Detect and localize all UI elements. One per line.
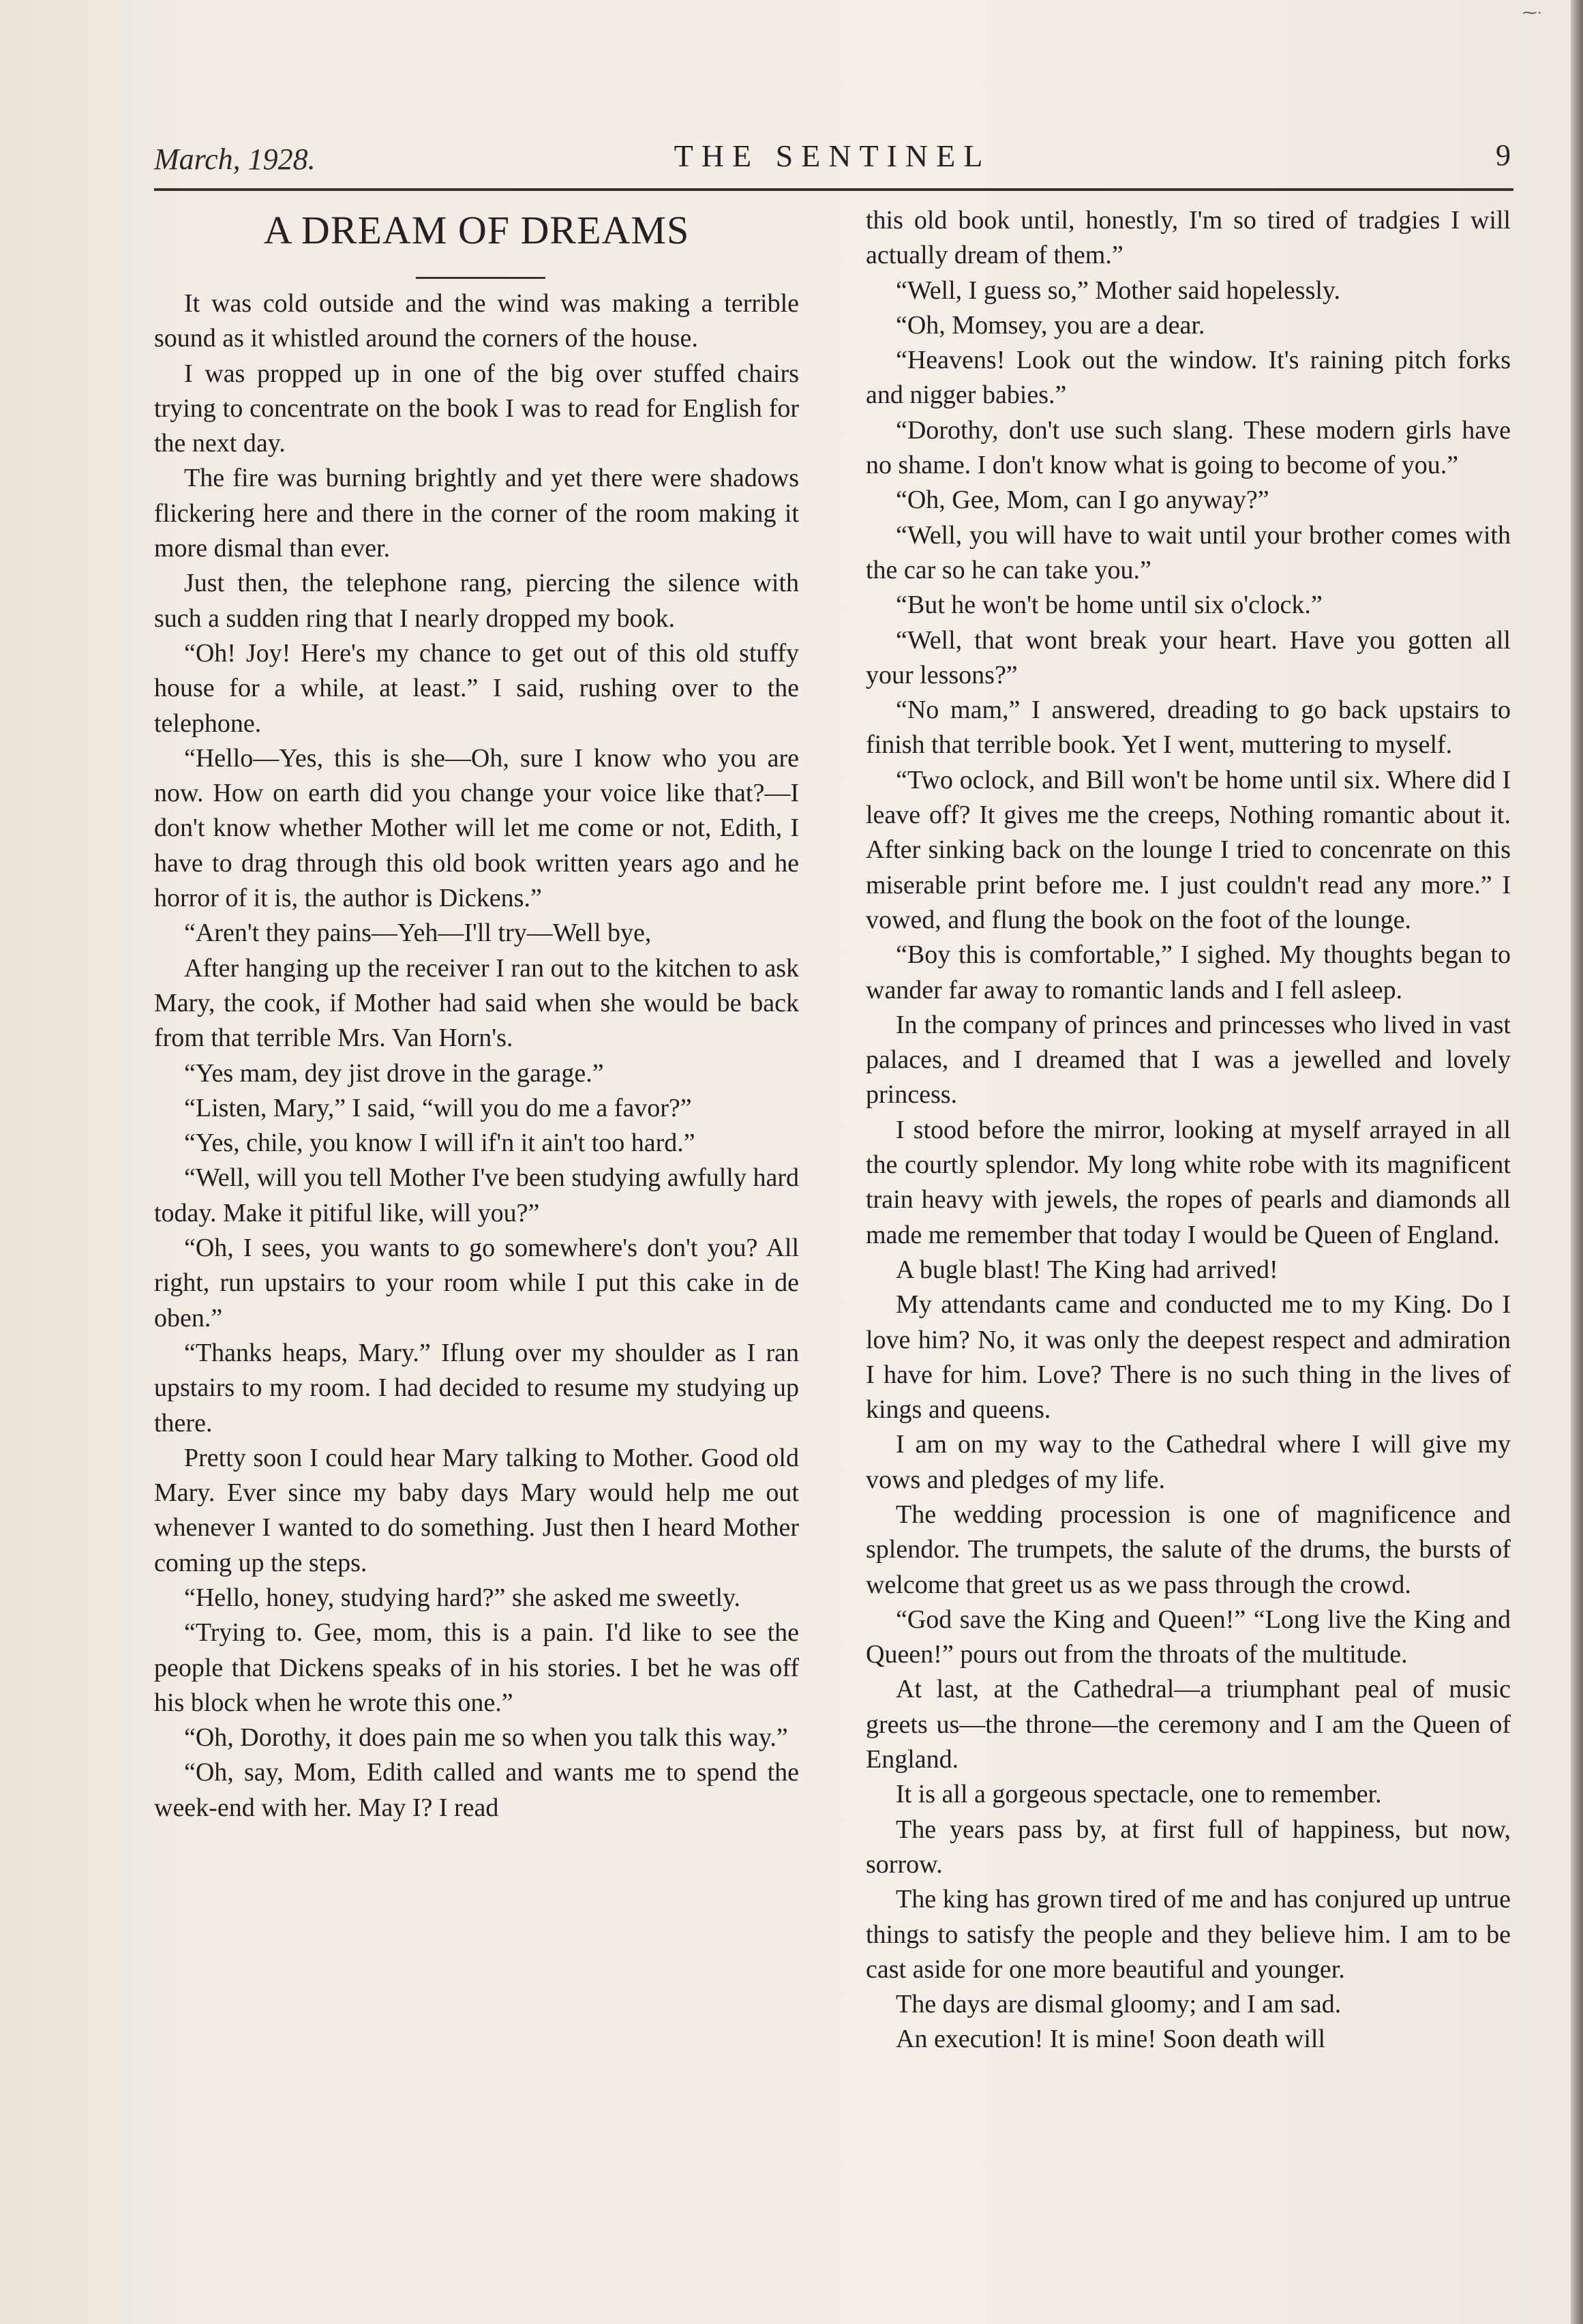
paragraph: “Two oclock, and Bill won't be home until six. Where did I leave off? It gives me the creeps, Nothing romantic about it. After sinking back on the lounge I tried to concenrate on this miserable print before me. I just couldn't read any more.” I vowed, and flung the book on the foot of the lounge. — [866, 765, 1511, 934]
publication-title: THE SENTINEL — [674, 138, 991, 173]
paragraph: “Aren't they pains—Yeh—I'll try—Well bye, — [184, 919, 652, 948]
page-edge-shadow — [1571, 0, 1583, 2324]
paragraph: “Hello—Yes, this is she—Oh, sure I know who you are now. How on earth did you change your voice like that?—I don't know whether Mother will let me come or not, Edith, I have to drag through this old book written years ago and he horror of it is, the author is Dickens.” — [154, 743, 799, 913]
paragraph: “Oh, Gee, Mom, can I go anyway?” — [896, 486, 1269, 515]
paragraph: “But he won't be home until six o'clock.” — [896, 591, 1323, 620]
paragraph: My attendants came and conducted me to my King. Do I love him? No, it was only the deepest respect and admiration I have for him. Love? There is no such thing in the lives of kings and queens. — [866, 1290, 1511, 1425]
paragraph: The king has grown tired of me and has conjured up untrue things to satisfy the people and they believe him. I am to be cast aside for one more beautiful and younger. — [866, 1885, 1511, 1984]
paragraph: “Oh! Joy! Here's my chance to get out of this old stuffy house for a while, at least.” I said, rushing over to the telephone. — [154, 638, 799, 738]
issue-date: March, 1928. — [154, 143, 316, 176]
paragraph: this old book until, honestly, I'm so tired of tradgies I will actually dream of them.” — [866, 206, 1511, 270]
paragraph: “Well, that wont break your heart. Have you gotten all your lessons?” — [866, 625, 1511, 689]
paragraph: In the company of princes and princesses who lived in vast palaces, and I dreamed that I was a jewelled and lovely princess. — [866, 1010, 1511, 1109]
paragraph: “Oh, say, Mom, Edith called and wants me to spend the week-end with her. May I? I read — [154, 1758, 799, 1822]
page-number: 9 — [1496, 138, 1511, 172]
paragraph: “Heavens! Look out the window. It's raining pitch forks and nigger babies.” — [866, 346, 1511, 410]
paragraph: “No mam,” I answered, dreading to go back upstairs to finish that terrible book. Yet I went, muttering to myself. — [866, 696, 1511, 760]
paragraph: “Hello, honey, studying hard?” she asked me sweetly. — [184, 1583, 741, 1612]
paragraph: “Listen, Mary,” I said, “will you do me a favor?” — [184, 1093, 692, 1122]
title-divider — [416, 277, 545, 279]
paragraph: “Trying to. Gee, mom, this is a pain. I'd like to see the people that Dickens speaks of in his stories. I bet he was off his block when he wrote this one.” — [154, 1618, 799, 1717]
page-header — [154, 136, 1511, 184]
paragraph: It is all a gorgeous spectacle, one to remember. — [896, 1780, 1382, 1809]
paragraph: The years pass by, at first full of happiness, but now, sorrow. — [866, 1815, 1511, 1879]
paragraph: The wedding procession is one of magnificence and splendor. The trumpets, the salute of the drums, the bursts of welcome that greet us as we pass through the crowd. — [866, 1500, 1511, 1599]
right-column — [866, 203, 1511, 2057]
paragraph: “Well, you will have to wait until your brother comes with the car so he can take you.” — [866, 520, 1511, 584]
paragraph: Just then, the telephone rang, piercing the silence with such a sudden ring that I nearly dropped my book. — [154, 569, 799, 633]
paragraph: “Well, I guess so,” Mother said hopelessly. — [896, 275, 1340, 305]
article-title: A DREAM OF DREAMS — [263, 208, 690, 252]
paragraph: A bugle blast! The King had arrived! — [896, 1255, 1278, 1284]
paragraph: The fire was burning brightly and yet there were shadows flickering here and there in the corner of the room making it more dismal than ever. — [154, 464, 799, 563]
paragraph: The days are dismal gloomy; and I am sad. — [896, 1990, 1342, 2019]
paragraph: After hanging up the receiver I ran out to the kitchen to ask Mary, the cook, if Mother had said when she would be back from that terrible Mrs. Van Horn's. — [154, 953, 799, 1053]
paragraph: I was propped up in one of the big over stuffed chairs trying to concentrate on the book I was to read for English for the next day. — [154, 359, 799, 458]
paragraph: It was cold outside and the wind was making a terrible sound as it whistled around the corners of the house. — [154, 289, 799, 353]
paragraph: “Oh, I sees, you wants to go somewhere's don't you? All right, run upstairs to your room while I put this cake in de oben.” — [154, 1234, 799, 1332]
corner-mark: ⁓· — [1522, 4, 1542, 21]
paragraph: “Yes, chile, you know I will if'n it ain't too hard.” — [184, 1129, 695, 1158]
paragraph: Pretty soon I could hear Mary talking to Mother. Good old Mary. Ever since my baby days Mary would help me out whenever I wanted to do something. Just then I heard Mother coming up the steps. — [154, 1443, 799, 1577]
paragraph: “God save the King and Queen!” “Long live the King and Queen!” pours out from the throats of the multitude. — [866, 1605, 1511, 1669]
paragraph: “Oh, Dorothy, it does pain me so when you talk this way.” — [184, 1723, 788, 1753]
left-column — [154, 286, 799, 1826]
paragraph: “Yes mam, dey jist drove in the garage.” — [184, 1058, 604, 1088]
paragraph: At last, at the Cathedral—a triumphant peal of music greets us—the throne—the ceremony and I am the Queen of England. — [866, 1675, 1511, 1774]
header-rule — [154, 188, 1513, 191]
paragraph: I am on my way to the Cathedral where I will give my vows and pledges of my life. — [866, 1430, 1511, 1494]
paragraph: An execution! It is mine! Soon death will — [896, 2025, 1326, 2054]
paragraph: “Boy this is comfortable,” I sighed. My thoughts began to wander far away to romantic lands and I fell asleep. — [866, 940, 1511, 1004]
paragraph: “Dorothy, don't use such slang. These modern girls have no shame. I don't know what is going to become of you.” — [866, 415, 1511, 480]
paragraph: I stood before the mirror, looking at myself arrayed in all the courtly splendor. My long white robe with its magnificent train heavy with jewels, the ropes of pearls and diamonds all made me remember that today I would be Queen of England. — [866, 1115, 1511, 1249]
paragraph: “Well, will you tell Mother I've been studying awfully hard today. Make it pitiful like, will you?” — [154, 1163, 799, 1227]
paragraph: “Thanks heaps, Mary.” Iflung over my shoulder as I ran upstairs to my room. I had decided to resume my studying up there. — [154, 1338, 799, 1437]
paragraph: “Oh, Momsey, you are a dear. — [896, 310, 1205, 340]
